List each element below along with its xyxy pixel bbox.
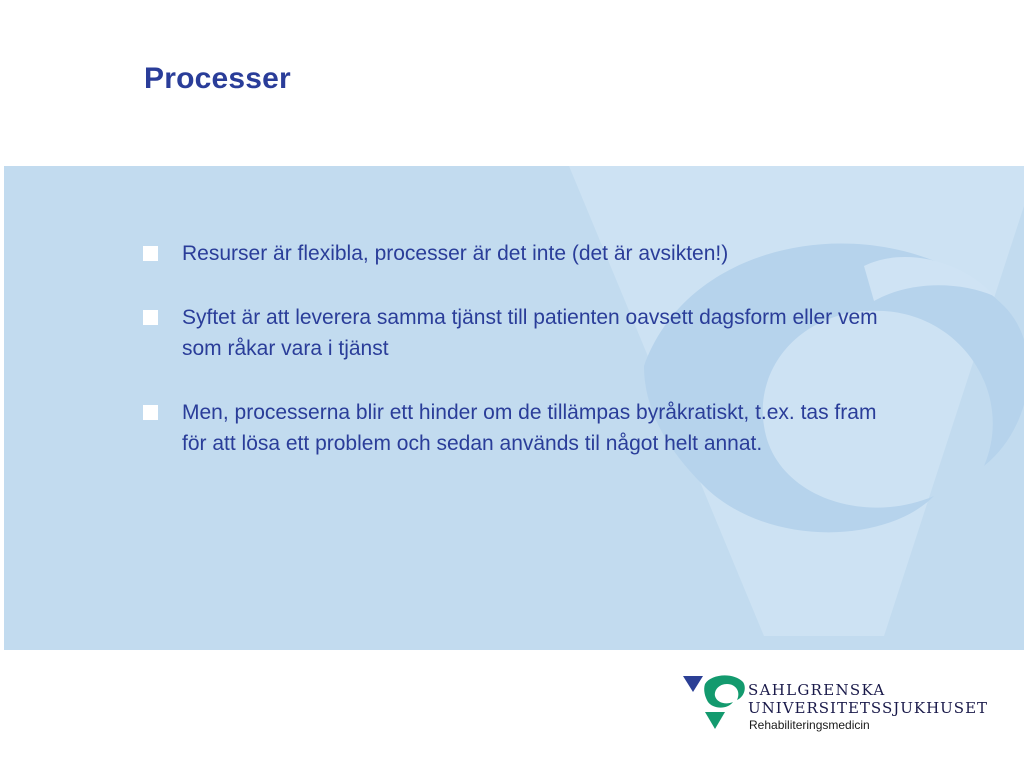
content-panel: [4, 166, 1024, 650]
bullet-square-icon: [143, 405, 158, 420]
slide-title: Processer: [144, 62, 291, 95]
hospital-logo: [681, 672, 989, 736]
logo-line-2: UNIVERSITETSSJUKHUSET: [748, 699, 989, 717]
bullet-item: [142, 238, 902, 269]
bullet-text: Men, processerna blir ett hinder om de tillämpas byråkratiskt, t.ex. tas fram för att lösa ett problem och sedan används til något helt annat.: [182, 401, 877, 455]
bullet-item: [142, 397, 902, 459]
bullet-square-icon: [143, 246, 158, 261]
bullet-text: Resurser är flexibla, processer är det inte (det är avsikten!): [182, 242, 729, 265]
bullet-text: Syftet är att leverera samma tjänst till patienten oavsett dagsform eller vem som råkar vara i tjänst: [182, 306, 878, 360]
bullet-item: [142, 302, 902, 364]
hospital-logo-icon: [681, 672, 747, 732]
bullet-list: [142, 238, 902, 492]
department-label: Rehabiliteringsmedicin: [749, 718, 870, 732]
logo-line-1: SAHLGRENSKA: [748, 681, 886, 699]
bullet-square-icon: [143, 310, 158, 325]
